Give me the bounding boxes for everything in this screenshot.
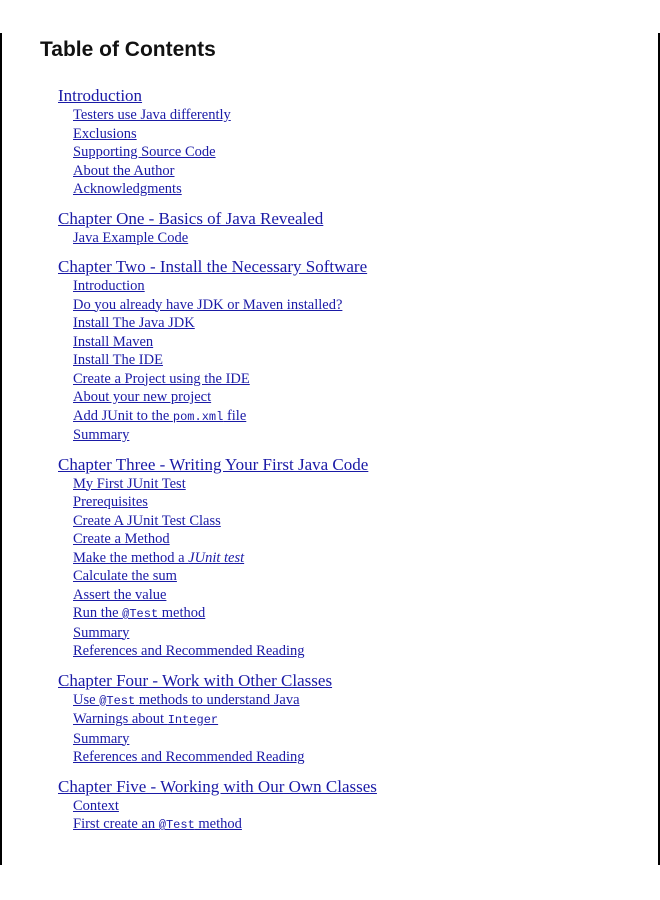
- section-link-text: Supporting Source Code: [73, 144, 216, 160]
- chapter-link[interactable]: Chapter Three - Writing Your First Java Code: [58, 454, 369, 474]
- section-link[interactable]: [73, 296, 648, 315]
- section-link-text: My First JUnit Test: [73, 475, 186, 492]
- section-link-text: Summary: [73, 427, 130, 443]
- section-link-text: file: [223, 407, 247, 424]
- toc-chapter: [58, 209, 648, 248]
- section-link-text: Add JUnit to the: [73, 407, 173, 424]
- section-link-text: Assert the value: [73, 586, 167, 603]
- section-link-text: Install The IDE: [73, 352, 163, 368]
- section-link-text: Java Example Code: [73, 229, 189, 246]
- section-link[interactable]: [73, 106, 648, 125]
- section-link[interactable]: [73, 549, 648, 568]
- section-link[interactable]: [73, 143, 648, 162]
- chapter-link[interactable]: Chapter Four - Work with Other Classes: [58, 670, 333, 690]
- section-link-text: @Test: [158, 818, 195, 832]
- section-link-text: Acknowledgments: [73, 181, 182, 197]
- chapter-link[interactable]: Chapter Five - Working with Our Own Classes: [58, 776, 377, 796]
- toc-chapter: [58, 86, 648, 199]
- toc-chapter: [58, 257, 648, 445]
- section-link-text: Integer: [167, 713, 219, 727]
- section-link-text: Use: [73, 691, 100, 708]
- section-link[interactable]: [73, 351, 648, 370]
- section-link[interactable]: [73, 180, 648, 199]
- section-link[interactable]: [73, 730, 648, 749]
- section-link-text: Create A JUnit Test Class: [73, 512, 221, 529]
- section-link-text: methods to understand Java: [135, 691, 300, 708]
- section-link[interactable]: [73, 710, 648, 730]
- page-border-left: [0, 33, 2, 865]
- section-link-text: Install Maven: [73, 333, 154, 350]
- section-link-text: Context: [73, 797, 119, 814]
- section-link[interactable]: [73, 125, 648, 144]
- chapter-link[interactable]: Introduction: [58, 86, 143, 105]
- section-link[interactable]: [73, 624, 648, 643]
- section-link[interactable]: [73, 388, 648, 407]
- section-link-text: JUnit test: [188, 549, 245, 566]
- section-link[interactable]: [73, 748, 648, 767]
- section-link[interactable]: [73, 493, 648, 512]
- section-link-text: method: [158, 605, 206, 621]
- section-link[interactable]: [73, 277, 648, 296]
- section-link[interactable]: [73, 586, 648, 605]
- section-link-text: About your new project: [73, 389, 212, 405]
- section-link[interactable]: [73, 333, 648, 352]
- chapter-link[interactable]: Chapter One - Basics of Java Revealed: [58, 208, 324, 228]
- section-list: [58, 691, 648, 767]
- table-of-contents: [58, 86, 648, 845]
- section-list: [58, 797, 648, 835]
- section-link[interactable]: [73, 370, 648, 389]
- section-link-text: Run the: [73, 605, 123, 621]
- section-link-text: Summary: [73, 624, 130, 641]
- toc-chapter: [58, 777, 648, 835]
- section-link-text: @Test: [122, 607, 159, 621]
- section-link-text: Testers use Java differently: [73, 107, 231, 123]
- section-link[interactable]: [73, 604, 648, 624]
- toc-chapter: [58, 455, 648, 661]
- section-link[interactable]: [73, 512, 648, 531]
- section-link[interactable]: [73, 815, 648, 835]
- section-link-text: Exclusions: [73, 125, 137, 142]
- section-link[interactable]: [73, 642, 648, 661]
- section-link-text: Prerequisites: [73, 494, 148, 510]
- section-link-text: Make the method a: [73, 549, 189, 566]
- section-list: [58, 106, 648, 199]
- section-link-text: References and Recommended Reading: [73, 643, 305, 659]
- section-link-text: Do you already have JDK or Maven installed?: [73, 296, 343, 313]
- section-link[interactable]: [73, 797, 648, 816]
- section-link[interactable]: [73, 530, 648, 549]
- section-link[interactable]: [73, 314, 648, 333]
- section-link-text: method: [194, 816, 242, 832]
- section-list: [58, 229, 648, 248]
- section-link-text: First create an: [73, 816, 159, 832]
- section-link[interactable]: [73, 162, 648, 181]
- toc-chapter: [58, 671, 648, 767]
- section-link-text: Create a Project using the IDE: [73, 370, 250, 387]
- section-link-text: Summary: [73, 730, 130, 747]
- page-title: Table of Contents: [40, 38, 216, 61]
- chapter-link[interactable]: Chapter Two - Install the Necessary Software: [58, 257, 368, 276]
- section-link[interactable]: [73, 691, 648, 711]
- section-list: [58, 277, 648, 445]
- section-link[interactable]: [73, 426, 648, 445]
- section-link-text: About the Author: [73, 162, 175, 179]
- section-link[interactable]: [73, 567, 648, 586]
- section-link-text: Create a Method: [73, 531, 170, 547]
- section-link-text: Warnings about: [73, 711, 168, 727]
- section-link-text: Introduction: [73, 278, 145, 294]
- section-link-text: References and Recommended Reading: [73, 749, 305, 765]
- section-link-text: Calculate the sum: [73, 568, 177, 584]
- section-link[interactable]: [73, 229, 648, 248]
- section-link-text: Install The Java JDK: [73, 315, 195, 331]
- section-link[interactable]: [73, 407, 648, 427]
- section-link[interactable]: [73, 475, 648, 494]
- section-link-text: @Test: [99, 693, 136, 708]
- section-list: [58, 475, 648, 661]
- section-link-text: pom.xml: [172, 409, 224, 424]
